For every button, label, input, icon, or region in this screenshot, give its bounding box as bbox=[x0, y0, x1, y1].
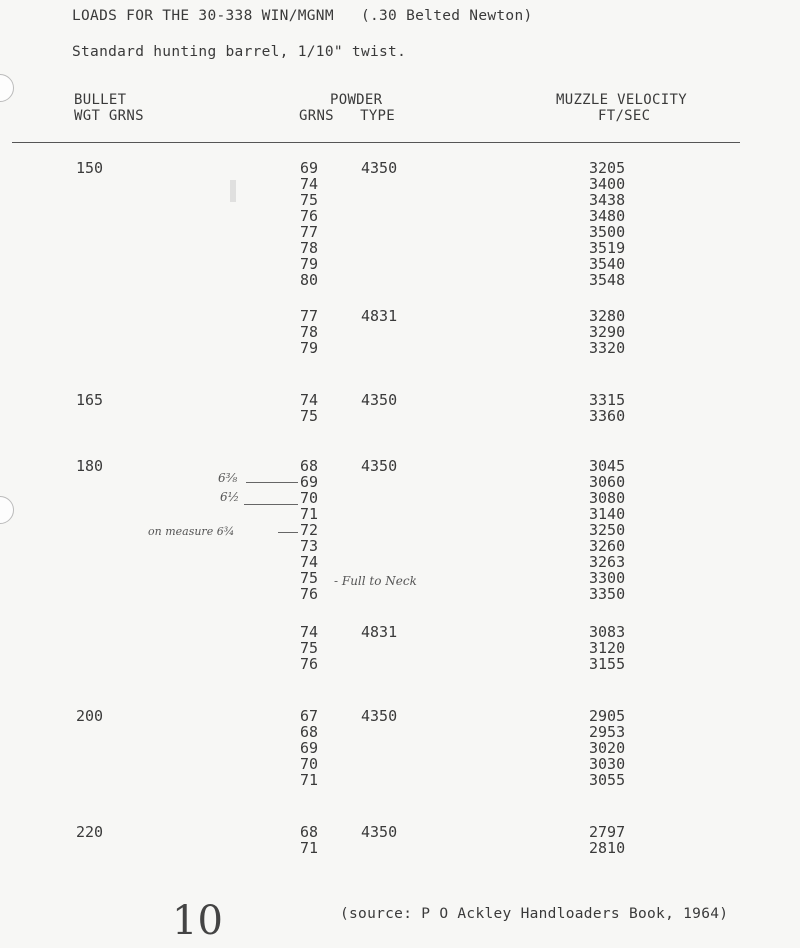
muzzle-velocity: 3315 3360 bbox=[589, 391, 626, 425]
muzzle-velocity: 2905 2953 3020 3030 3055 bbox=[589, 707, 626, 789]
powder-type: 4350 bbox=[361, 823, 398, 841]
header-rule bbox=[12, 142, 740, 143]
muzzle-velocity: 3280 3290 3320 bbox=[589, 307, 626, 357]
powder-type: 4350 bbox=[361, 159, 398, 177]
handwritten-note: on measure 6¾ bbox=[148, 525, 235, 538]
punch-hole bbox=[0, 74, 14, 102]
powder-grains: 69 74 75 76 77 78 79 80 bbox=[300, 159, 319, 289]
source-citation: (source: P O Ackley Handloaders Book, 1964) bbox=[340, 906, 729, 922]
muzzle-velocity: 3045 3060 3080 3140 3250 3260 3263 3300 3350 bbox=[589, 457, 626, 603]
handwritten-leader-line bbox=[244, 504, 298, 505]
powder-grains: 68 71 bbox=[300, 823, 319, 857]
header-bullet-1: BULLET bbox=[74, 92, 127, 108]
powder-grains: 67 68 69 70 71 bbox=[300, 707, 319, 789]
powder-type: 4350 bbox=[361, 707, 398, 725]
powder-grains: 77 78 79 bbox=[300, 307, 319, 357]
powder-type: 4350 bbox=[361, 391, 398, 409]
powder-grains: 74 75 76 bbox=[300, 623, 319, 673]
header-bullet-2: WGT GRNS bbox=[74, 108, 144, 124]
handwritten-note: 6⅜ bbox=[218, 471, 238, 485]
powder-type: 4350 bbox=[361, 457, 398, 475]
handwritten-note: - Full to Neck bbox=[334, 574, 417, 588]
muzzle-velocity: 3205 3400 3438 3480 3500 3519 3540 3548 bbox=[589, 159, 626, 289]
paper-speck bbox=[230, 180, 236, 202]
powder-type: 4831 bbox=[361, 307, 398, 325]
handwritten-leader-line bbox=[278, 532, 298, 533]
muzzle-velocity: 2797 2810 bbox=[589, 823, 626, 857]
handwritten-note: 6½ bbox=[220, 490, 240, 504]
powder-type: 4831 bbox=[361, 623, 398, 641]
page-title: LOADS FOR THE 30-338 WIN/MGNM (.30 Belted Newton) bbox=[72, 8, 533, 24]
header-velocity-2: FT/SEC bbox=[598, 108, 651, 124]
header-velocity-1: MUZZLE VELOCITY bbox=[556, 92, 687, 108]
powder-grains: 68 69 70 71 72 73 74 75 76 bbox=[300, 457, 319, 603]
bullet-weight: 165 bbox=[76, 391, 104, 409]
bullet-weight: 200 bbox=[76, 707, 104, 725]
bullet-weight: 150 bbox=[76, 159, 104, 177]
page-subtitle: Standard hunting barrel, 1/10" twist. bbox=[72, 44, 407, 60]
bullet-weight: 220 bbox=[76, 823, 104, 841]
header-powder-1: POWDER bbox=[330, 92, 383, 108]
muzzle-velocity: 3083 3120 3155 bbox=[589, 623, 626, 673]
punch-hole bbox=[0, 496, 14, 524]
handwritten-page-number: 10 bbox=[172, 898, 223, 944]
powder-grains: 74 75 bbox=[300, 391, 319, 425]
bullet-weight: 180 bbox=[76, 457, 104, 475]
header-powder-2: GRNS TYPE bbox=[299, 108, 396, 124]
handwritten-leader-line bbox=[246, 482, 298, 483]
